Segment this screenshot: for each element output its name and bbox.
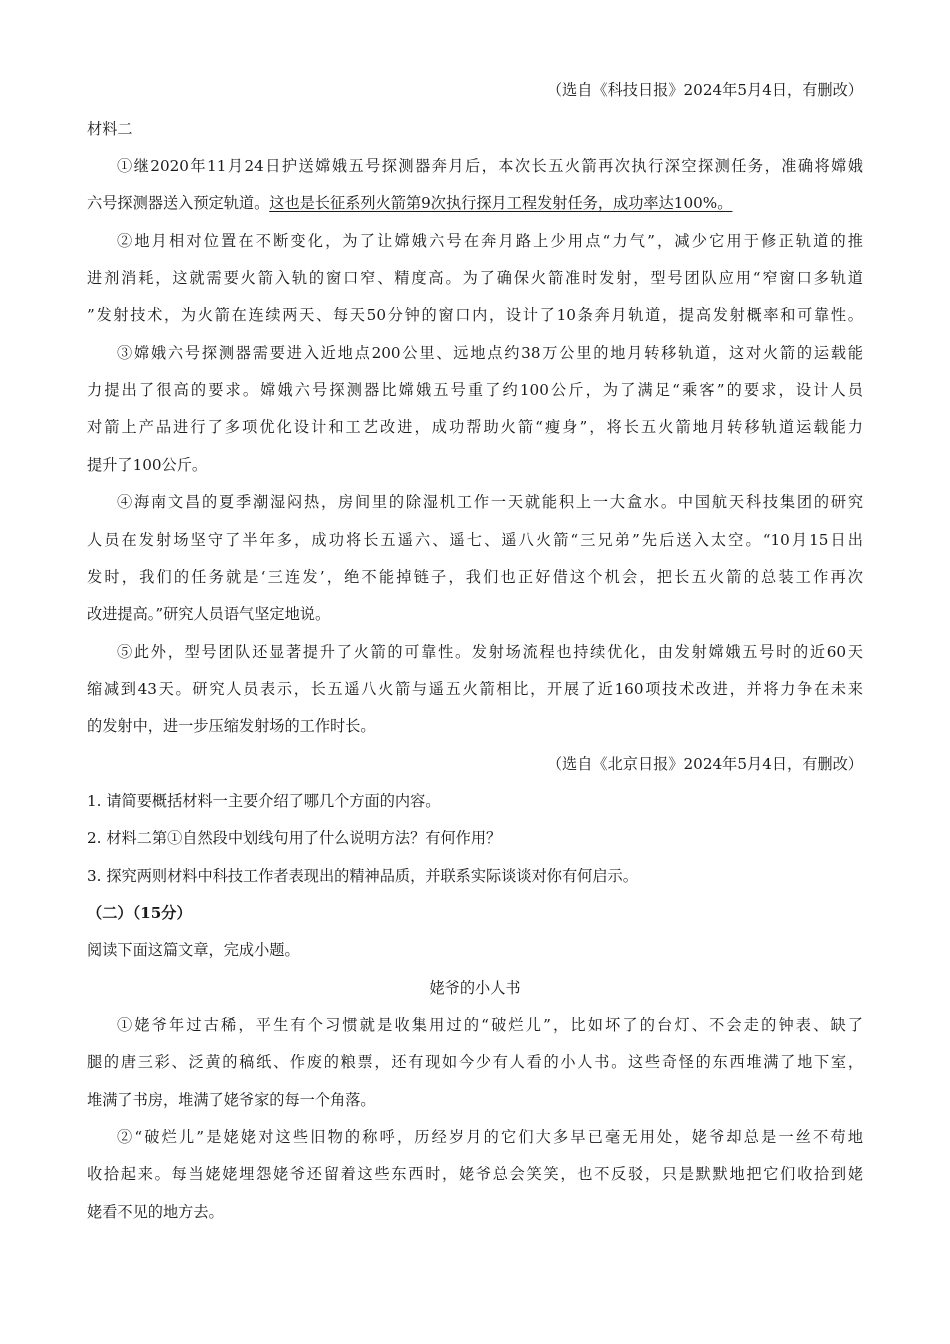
section-2-instruction: 阅读下面这篇文章，完成小题。 — [87, 941, 300, 959]
m2-p4-line3: 发时，我们的任务就是‘三连发’，绝不能掉链子，我们也正好借这个机会，把长五火箭的总装工作再次 — [87, 568, 863, 586]
m2-p4-line2: 人员在发射场坚守了半年多，成功将长五遥六、遥七、遥八火箭“三兄弟”先后送入太空。“10月15日出 — [87, 531, 863, 549]
question-3: 3. 探究两则材料中科技工作者表现出的精神品质，并联系实际谈谈对你有何启示。 — [87, 867, 638, 885]
m2-p2-line2: 进剂消耗，这就需要火箭入轨的窗口窄、精度高。为了确保火箭准时发射，型号团队应用“窄窗口多轨道 — [87, 269, 863, 287]
m2-p4-line4: 改进提高。”研究人员语气坚定地说。 — [87, 605, 331, 623]
m2-p3-line1: ③嫦娥六号探测器需要进入近地点200公里、远地点约38万公里的地月转移轨道，这对火箭的运载能 — [117, 344, 863, 362]
story-p1-line3: 堆满了书房，堆满了姥爷家的每一个角落。 — [87, 1091, 376, 1109]
question-2: 2. 材料二第①自然段中划线句用了什么说明方法？有何作用？ — [87, 829, 502, 847]
m2-p5-line3: 的发射中，进一步压缩发射场的工作时长。 — [87, 717, 376, 735]
m2-p4-line1: ④海南文昌的夏季潮湿闷热，房间里的除湿机工作一天就能积上一大盒水。中国航天科技集团的研究 — [117, 493, 863, 511]
m2-p5-line2: 缩减到43天。研究人员表示，长五遥八火箭与遥五火箭相比，开展了近160项技术改进，并将力争在未来 — [87, 680, 863, 698]
story-title: 姥爷的小人书 — [429, 979, 521, 997]
m2-p1-line2 — [87, 193, 863, 213]
material2-label: 材料二 — [87, 120, 133, 138]
m2-p5-line1: ⑤此外，型号团队还显著提升了火箭的可靠性。发射场流程也持续优化，由发射嫦娥五号时的近60天 — [117, 643, 863, 661]
m2-p3-line2: 力提出了很高的要求。嫦娥六号探测器比嫦娥五号重了约100公斤，为了满足“乘客”的要求，设计人员 — [87, 381, 863, 399]
story-p2-line3: 姥看不见的地方去。 — [87, 1203, 224, 1221]
section-2-heading: （二）（15分） — [87, 904, 192, 922]
source-citation-1: （选自《科技日报》2024年5月4日，有删改） — [546, 81, 863, 99]
m2-p1-line1: ①继2020年11月24日护送嫦娥五号探测器奔月后，本次长五火箭再次执行深空探测任务，准确将嫦娥 — [117, 157, 863, 175]
m2-p3-line3: 对箭上产品进行了多项优化设计和工艺改进，成功帮助火箭“瘦身”，将长五火箭地月转移轨道运载能力 — [87, 418, 863, 436]
m2-p2-line1: ②地月相对位置在不断变化，为了让嫦娥六号在奔月路上少用点“力气”，减少它用于修正轨道的推 — [117, 232, 863, 250]
story-p1-line2: 腿的唐三彩、泛黄的稿纸、作废的粮票，还有现如今少有人看的小人书。这些奇怪的东西堆满了地下室， — [87, 1053, 863, 1071]
question-1: 1. 请简要概括材料一主要介绍了哪几个方面的内容。 — [87, 792, 441, 810]
m2-p2-line3: ”发射技术，为火箭在连续两天、每天50分钟的窗口内，设计了10条奔月轨道，提高发射概率和可靠性。 — [87, 306, 863, 324]
story-p1-line1: ①姥爷年过古稀，平生有个习惯就是收集用过的“破烂儿”，比如坏了的台灯、不会走的钟表、缺了 — [117, 1016, 863, 1034]
m2-p3-line4: 提升了100公斤。 — [87, 456, 208, 474]
underlined-sentence: 这也是长征系列火箭第9次执行探月工程发射任务，成功率达100%。 — [269, 194, 733, 212]
story-p2-line2: 收拾起来。每当姥姥埋怨姥爷还留着这些东西时，姥爷总会笑笑，也不反驳，只是默默地把它们收拾到姥 — [87, 1165, 863, 1183]
story-p2-line1: ②“破烂儿”是姥姥对这些旧物的称呼，历经岁月的它们大多早已毫无用处，姥爷却总是一丝不苟地 — [117, 1128, 863, 1146]
m2-p1-line2-start: 六号探测器送入预定轨道。 — [87, 194, 270, 212]
source-citation-2: （选自《北京日报》2024年5月4日，有删改） — [546, 755, 863, 773]
